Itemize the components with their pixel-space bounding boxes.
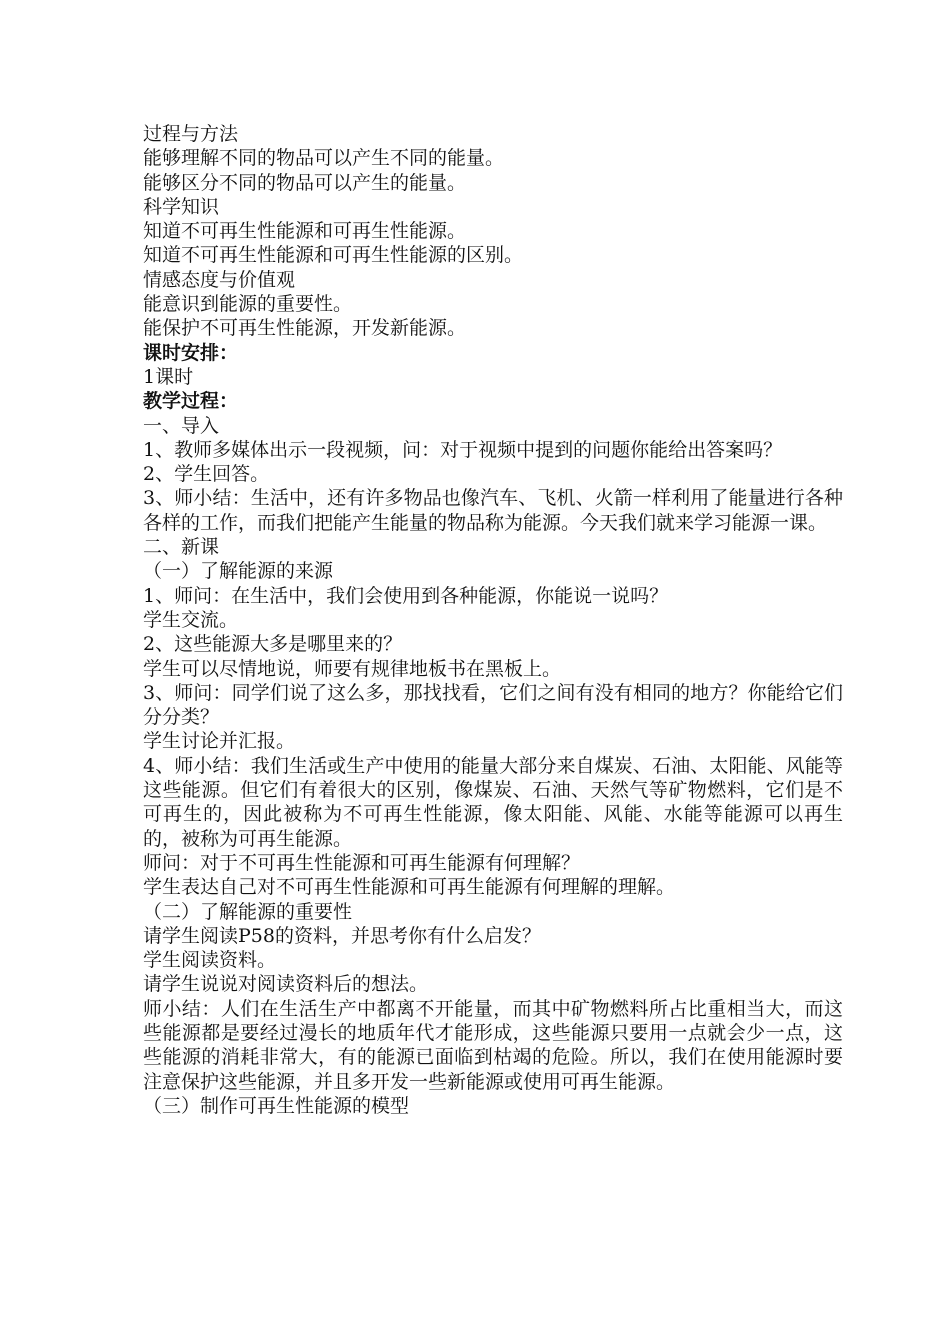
paragraph: （二）了解能源的重要性 xyxy=(143,900,353,923)
document-page xyxy=(143,122,843,1118)
paragraph: 1课时 xyxy=(143,365,194,388)
paragraph: （一）了解能源的来源 xyxy=(143,560,334,583)
paragraph: 3、师小结：生活中，还有许多物品也像汽车、飞机、火箭一样利用了能量进行各种各样的工作，而我们把能产生能量的物品称为能源。今天我们就来学习能源一课。 xyxy=(143,487,843,534)
paragraph: 能保护不可再生性能源，开发新能源。 xyxy=(143,317,467,340)
paragraph: 师问：对于不可再生性能源和可再生能源有何理解？ xyxy=(143,851,581,874)
paragraph: 2、学生回答。 xyxy=(143,463,270,486)
paragraph: 3、师问：同学们说了这么多，那找找看，它们之间有没有相同的地方？你能给它们分分类？ xyxy=(143,681,843,729)
paragraph: 学生可以尽情地说，师要有规律地板书在黑板上。 xyxy=(143,657,562,680)
paragraph: 学生讨论并汇报。 xyxy=(143,730,296,753)
paragraph: 学生阅读资料。 xyxy=(143,949,277,972)
paragraph: 二、新课 xyxy=(143,536,220,559)
paragraph: 4、师小结：我们生活或生产中使用的能量大部分来自煤炭、石油、太阳能、风能等这些能源。但它们有着很大的区别，像煤炭、石油、天然气等矿物燃料，它们是不可再生的，因此被称为不可再生性能源，像太阳能、风能、水能等能源可以再生的，被称为可再生能源。 xyxy=(143,754,843,850)
section-heading: 教学过程： xyxy=(143,390,239,413)
paragraph: 1、师问：在生活中，我们会使用到各种能源，你能说一说吗？ xyxy=(143,584,669,607)
section-heading: 课时安排： xyxy=(143,341,239,364)
paragraph: 请学生阅读P58的资料，并思考你有什么启发？ xyxy=(143,924,541,947)
paragraph: （三）制作可再生性能源的模型 xyxy=(143,1094,410,1117)
paragraph: 能意识到能源的重要性。 xyxy=(143,293,353,316)
paragraph: 能够区分不同的物品可以产生的能量。 xyxy=(143,171,467,194)
paragraph: 请学生说说对阅读资料后的想法。 xyxy=(143,973,429,996)
paragraph: 知道不可再生性能源和可再生性能源。 xyxy=(143,220,467,243)
paragraph: 科学知识 xyxy=(143,195,220,218)
paragraph: 知道不可再生性能源和可再生性能源的区别。 xyxy=(143,244,524,267)
paragraph: 能够理解不同的物品可以产生不同的能量。 xyxy=(143,147,505,170)
paragraph: 师小结：人们在生活生产中都离不开能量，而其中矿物燃料所占比重相当大，而这些能源都是要经过漫长的地质年代才能形成，这些能源只要用一点就会少一点，这些能源的消耗非常大，有的能源已面临到枯竭的危险。所以，我们在使用能源时要注意保护这些能源，并且多开发一些新能源或使用可再生能源。 xyxy=(143,997,843,1093)
paragraph: 1、教师多媒体出示一段视频，问：对于视频中提到的问题你能给出答案吗？ xyxy=(143,438,783,461)
paragraph: 情感态度与价值观 xyxy=(143,268,296,291)
paragraph: 2、这些能源大多是哪里来的？ xyxy=(143,633,403,656)
paragraph: 学生表达自己对不可再生性能源和可再生能源有何理解的理解。 xyxy=(143,876,676,899)
paragraph: 一、导入 xyxy=(143,414,220,437)
paragraph: 学生交流。 xyxy=(143,608,239,631)
paragraph: 过程与方法 xyxy=(143,123,239,145)
